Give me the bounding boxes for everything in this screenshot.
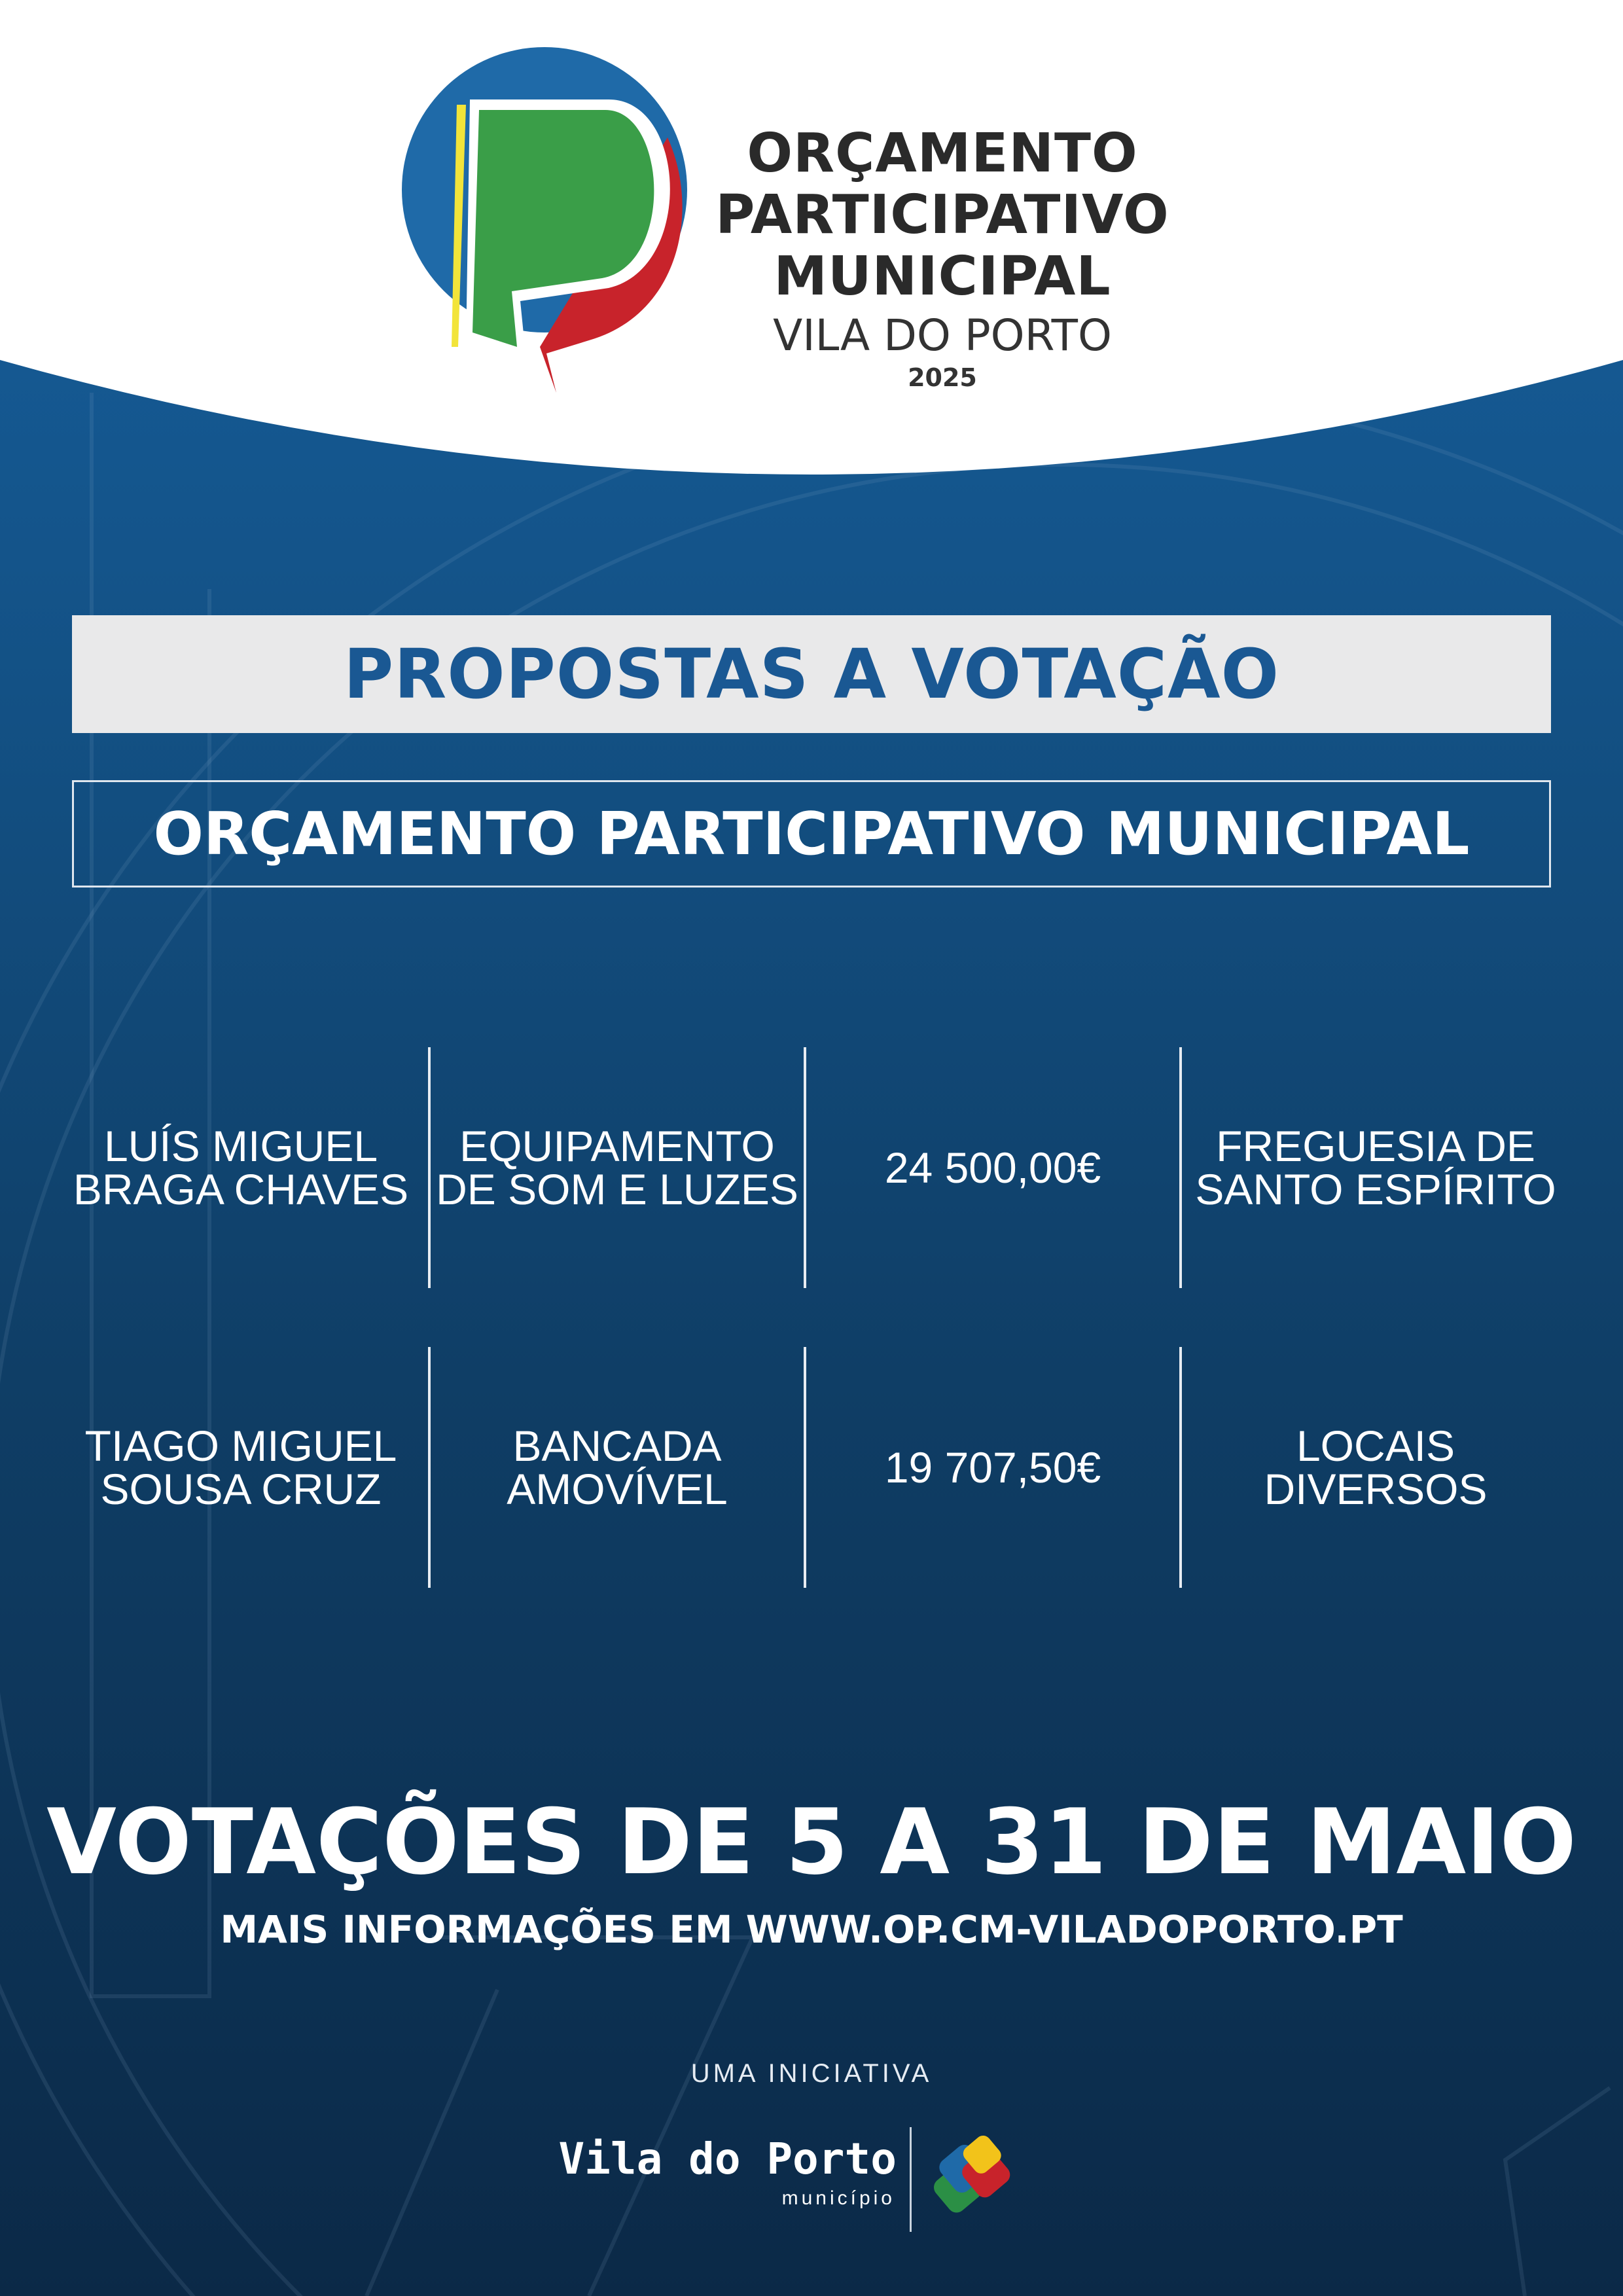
voting-dates-headline: VOTAÇÕES DE 5 A 31 DE MAIO bbox=[46, 1789, 1577, 1895]
logo-year: 2025 bbox=[908, 363, 977, 392]
proponent-cell bbox=[52, 1047, 429, 1288]
proposal-row bbox=[52, 1047, 1571, 1288]
logo-line-2: PARTICIPATIVO bbox=[715, 184, 1169, 246]
logo-separator bbox=[910, 2127, 912, 2232]
project-cell bbox=[429, 1347, 805, 1588]
project-line: EQUIPAMENTO bbox=[459, 1122, 775, 1170]
municipality-name: Vila do Porto bbox=[558, 2134, 897, 2184]
amount-cell bbox=[805, 1347, 1181, 1588]
page-title: PROPOSTAS A VOTAÇÃO bbox=[343, 634, 1280, 714]
proposal-row bbox=[52, 1347, 1571, 1588]
location-line: FREGUESIA DE bbox=[1216, 1122, 1535, 1170]
speech-bubble-p-logo-icon bbox=[393, 39, 700, 406]
logo-line-1: ORÇAMENTO bbox=[747, 122, 1138, 185]
project-cell bbox=[429, 1047, 805, 1288]
municipality-emblem-icon bbox=[919, 2131, 1024, 2223]
project-line: AMOVÍVEL bbox=[507, 1465, 728, 1513]
proponent-line: SOUSA CRUZ bbox=[100, 1465, 382, 1513]
amount-value: 24 500,00€ bbox=[884, 1143, 1101, 1192]
logo-wordmark bbox=[707, 123, 1178, 393]
location-cell bbox=[1181, 1047, 1571, 1288]
title-band bbox=[72, 615, 1551, 733]
logo-subtitle: VILA DO PORTO bbox=[773, 310, 1112, 361]
amount-cell bbox=[805, 1047, 1181, 1288]
logo-line-3: MUNICIPAL bbox=[774, 245, 1111, 308]
project-line: DE SOM E LUZES bbox=[436, 1165, 798, 1213]
subheading-box bbox=[72, 780, 1551, 888]
proponent-line: LUÍS MIGUEL bbox=[103, 1122, 378, 1170]
municipality-subtitle: município bbox=[781, 2187, 895, 2209]
more-info-link-text: MAIS INFORMAÇÕES EM WWW.OP.CM-VILADOPORTO.PT bbox=[220, 1907, 1403, 1952]
project-line: BANCADA bbox=[512, 1422, 722, 1470]
initiative-label: UMA INICIATIVA bbox=[690, 2059, 933, 2088]
location-line: LOCAIS bbox=[1296, 1422, 1455, 1470]
subheading-title: ORÇAMENTO PARTICIPATIVO MUNICIPAL bbox=[153, 799, 1470, 869]
location-line: DIVERSOS bbox=[1264, 1465, 1488, 1513]
proponent-line: BRAGA CHAVES bbox=[73, 1165, 409, 1213]
municipality-logo bbox=[558, 2127, 1034, 2232]
location-cell bbox=[1181, 1347, 1571, 1588]
proponent-cell bbox=[52, 1347, 429, 1588]
proponent-line: TIAGO MIGUEL bbox=[84, 1422, 397, 1470]
amount-value: 19 707,50€ bbox=[884, 1443, 1101, 1492]
location-line: SANTO ESPÍRITO bbox=[1195, 1165, 1556, 1213]
